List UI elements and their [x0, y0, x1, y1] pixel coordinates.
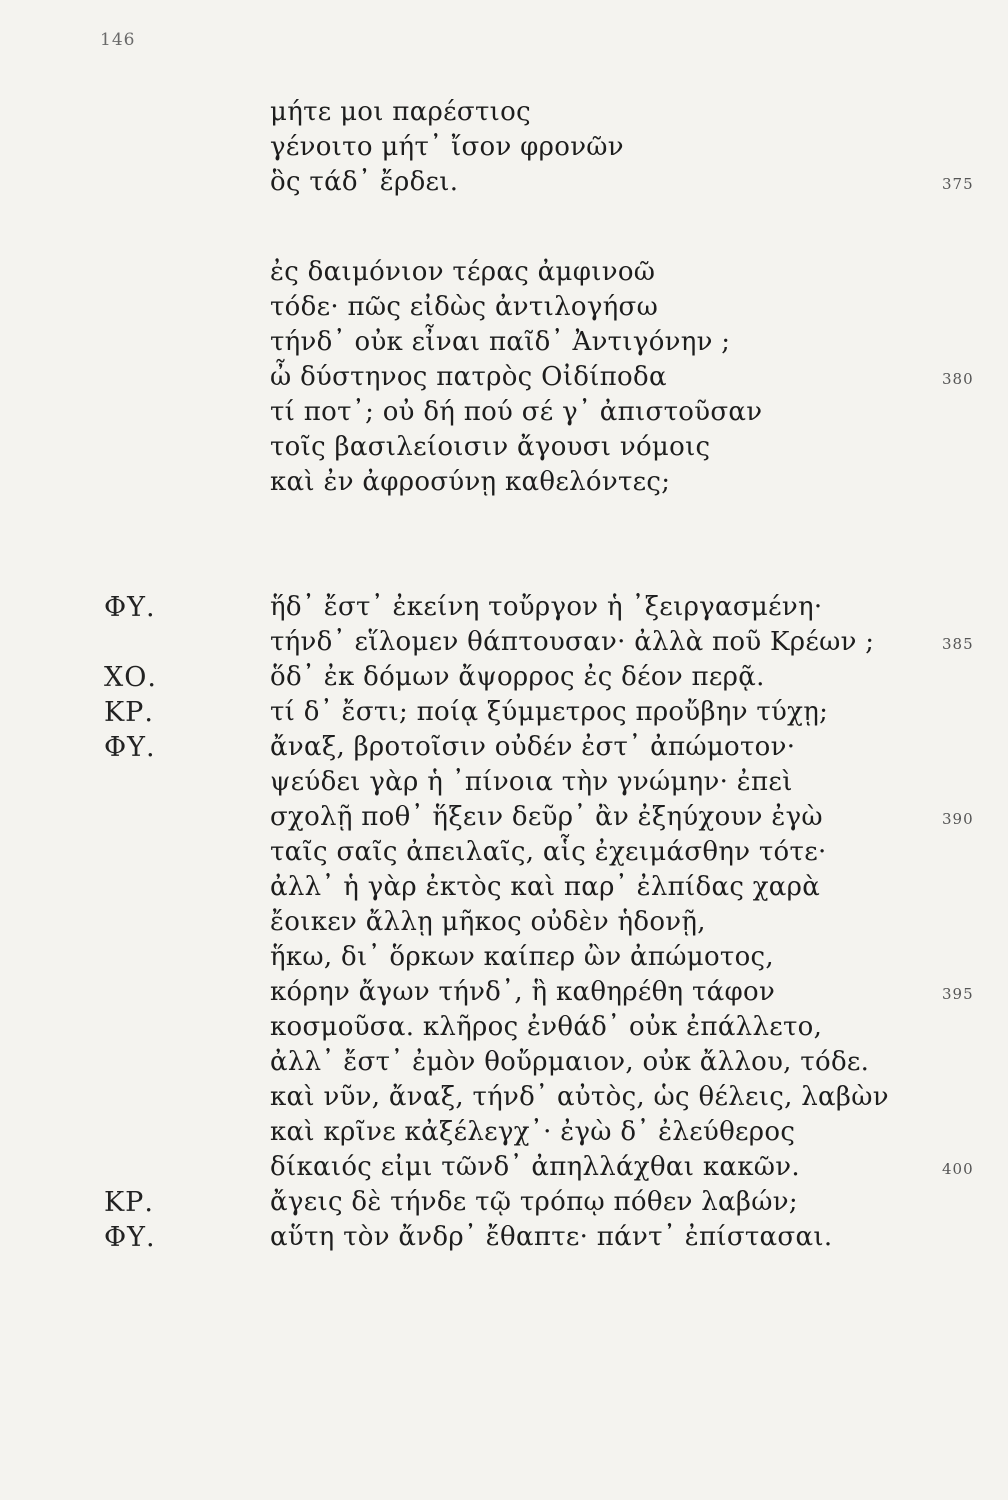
verse-text: καὶ κρῖνε κἀξέλεγχ᾽· ἐγὼ δ᾽ ἐλεύθερος [270, 1117, 796, 1147]
verse-text: τόδε· πῶς εἰδὼς ἀντιλογήσω [270, 292, 659, 322]
verse-text: τοῖς βασιλείοισιν ἄγουσι νόμοις [270, 432, 711, 462]
verse-text: ψεύδει γὰρ ἡ ᾽πίνοια τὴν γνώμην· ἐπεὶ [270, 767, 793, 797]
verse-block [0, 255, 1008, 500]
verse-line [0, 1010, 1008, 1045]
verse-text: τήνδ᾽ οὐκ εἶναι παῖδ᾽ Ἀντιγόνην ; [270, 327, 731, 357]
speaker-label: ΚΡ. [104, 697, 154, 728]
verse-line [0, 940, 1008, 975]
verse-text: τήνδ᾽ εἵλομεν θάπτουσαν· ἀλλὰ ποῦ Κρέων ; [270, 627, 875, 657]
verse-text: αὕτη τὸν ἄνδρ᾽ ἔθαπτε· πάντ᾽ ἐπίστασαι. [270, 1222, 833, 1252]
verse-line [0, 1080, 1008, 1115]
verse-line [0, 1220, 1008, 1255]
verse-line [0, 695, 1008, 730]
verse-line [0, 975, 1008, 1010]
line-number: 385 [942, 635, 974, 653]
verse-line [0, 255, 1008, 290]
verse-text: κόρην ἄγων τήνδ᾽, ἣ καθηρέθη τάφον [270, 977, 776, 1007]
verse-line [0, 835, 1008, 870]
verse-line [0, 590, 1008, 625]
verse-line [0, 625, 1008, 660]
verse-text: ὃς τάδ᾽ ἔρδει. [270, 167, 459, 197]
verse-text: ἄγεις δὲ τήνδε τῷ τρόπῳ πόθεν λαβών; [270, 1187, 798, 1217]
verse-text: καὶ ἐν ἀφροσύνῃ καθελόντες; [270, 467, 671, 497]
verse-text: ἥδ᾽ ἔστ᾽ ἐκείνη τοὔργον ἡ ᾽ξειργασμένη· [270, 592, 823, 622]
line-number: 375 [942, 175, 974, 193]
verse-text: ἄναξ, βροτοῖσιν οὐδέν ἐστ᾽ ἀπώμοτον· [270, 732, 796, 762]
verse-text: καὶ νῦν, ἄναξ, τήνδ᾽ αὐτὸς, ὡς θέλεις, λαβὼν [270, 1082, 889, 1112]
verse-line [0, 765, 1008, 800]
verse-line [0, 325, 1008, 360]
verse-text: κοσμοῦσα. κλῆρος ἐνθάδ᾽ οὐκ ἐπάλλετο, [270, 1012, 823, 1042]
verse-line [0, 1115, 1008, 1150]
verse-line [0, 660, 1008, 695]
verse-text: ἥκω, δι᾽ ὅρκων καίπερ ὢν ἀπώμοτος, [270, 942, 774, 972]
line-number: 390 [942, 810, 974, 828]
verse-text: ἔοικεν ἄλλῃ μῆκος οὐδὲν ἡδονῇ, [270, 907, 706, 937]
speaker-label: ΧΟ. [104, 662, 157, 693]
verse-line [0, 730, 1008, 765]
verse-block [0, 95, 1008, 200]
verse-line [0, 95, 1008, 130]
verse-line [0, 395, 1008, 430]
speaker-label: ΦΥ. [104, 592, 156, 623]
verse-line [0, 870, 1008, 905]
verse-line [0, 800, 1008, 835]
verse-line [0, 360, 1008, 395]
verse-text: γένοιτο μήτ᾽ ἴσον φρονῶν [270, 132, 624, 162]
verse-text: μήτε μοι παρέστιος [270, 97, 531, 127]
verse-text: δίκαιός εἰμι τῶνδ᾽ ἀπηλλάχθαι κακῶν. [270, 1152, 800, 1182]
speaker-label: ΦΥ. [104, 732, 156, 763]
speaker-label: ΚΡ. [104, 1187, 154, 1218]
verse-line [0, 430, 1008, 465]
verse-text: ἀλλ᾽ ἡ γὰρ ἐκτὸς καὶ παρ᾽ ἐλπίδας χαρὰ [270, 872, 821, 902]
verse-line [0, 465, 1008, 500]
verse-line [0, 165, 1008, 200]
verse-text: σχολῇ ποθ᾽ ἥξειν δεῦρ᾽ ἂν ἐξηύχουν ἐγὼ [270, 802, 823, 832]
verse-line [0, 1150, 1008, 1185]
line-number: 395 [942, 985, 974, 1003]
verse-line [0, 905, 1008, 940]
line-number: 400 [942, 1160, 974, 1178]
verse-text: ὅδ᾽ ἐκ δόμων ἄψορρος ἐς δέον περᾷ. [270, 662, 765, 692]
verse-line [0, 1045, 1008, 1080]
verse-text: ἀλλ᾽ ἔστ᾽ ἐμὸν θοὔρμαιον, οὐκ ἄλλου, τόδε. [270, 1047, 870, 1077]
verse-line [0, 290, 1008, 325]
verse-text: τί δ᾽ ἔστι; ποίᾳ ξύμμετρος προὔβην τύχῃ; [270, 697, 829, 727]
verse-line [0, 130, 1008, 165]
verse-block [0, 590, 1008, 1255]
verse-text: ἐς δαιμόνιον τέρας ἀμφινοῶ [270, 257, 656, 287]
verse-text: ταῖς σαῖς ἀπειλαῖς, αἷς ἐχειμάσθην τότε· [270, 837, 827, 867]
line-number: 380 [942, 370, 974, 388]
verse-text: ὦ δύστηνος πατρὸς Οἰδίποδα [270, 362, 667, 392]
page-number: 146 [100, 30, 136, 50]
verse-line [0, 1185, 1008, 1220]
speaker-label: ΦΥ. [104, 1222, 156, 1253]
verse-text: τί ποτ᾽; οὐ δή πού σέ γ᾽ ἀπιστοῦσαν [270, 397, 763, 427]
